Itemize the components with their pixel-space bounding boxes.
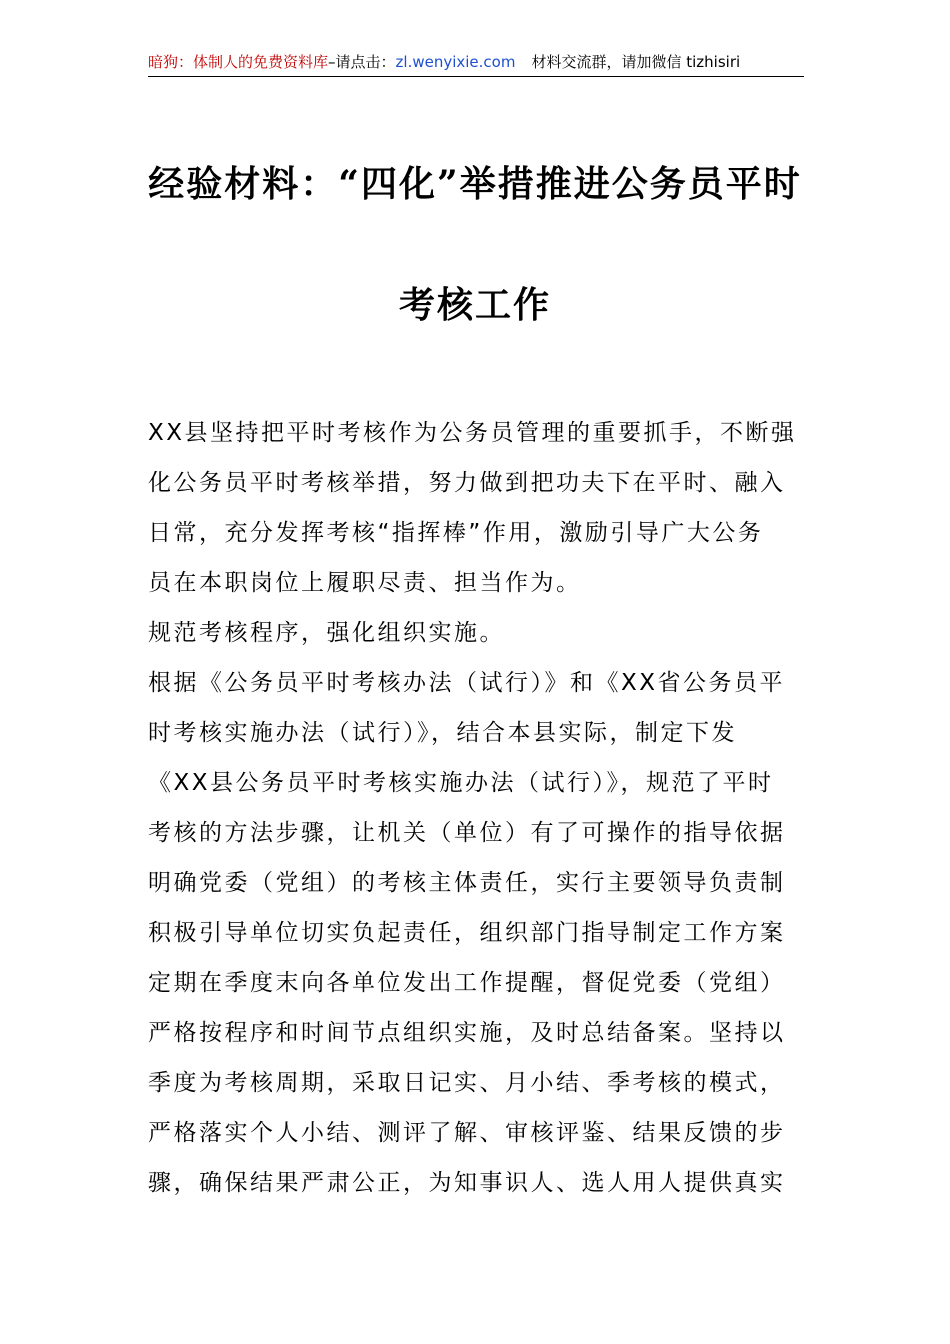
body-line: 员在本职岗位上履职尽责、担当作为。 [148,570,582,596]
section-heading: 规范考核程序，强化组织实施。 [148,620,505,646]
page-header [148,50,804,77]
body-line: 化公务员平时考核举措，努力做到把功夫下在平时、融入 [148,470,786,496]
body-line: XX县坚持把平时考核作为公务员管理的重要抓手，不断强 [148,420,797,446]
body-line: 定期在季度末向各单位发出工作提醒，督促党委（党组） [148,970,786,996]
body-line: 严格落实个人小结、测评了解、审核评鉴、结果反馈的步 [148,1120,786,1146]
document-title-line-2: 考核工作 [398,284,551,326]
header-contact-text: 材料交流群，请加微信 tizhisiri [531,53,741,71]
body-line: 《XX县公务员平时考核实施办法（试行）》，规范了平时 [148,770,774,796]
header-url-link[interactable]: zl.wenyixie.com [395,53,516,71]
body-line: 严格按程序和时间节点组织实施，及时总结备案。坚持以 [148,1020,786,1046]
body-line: 积极引导单位切实负起责任，组织部门指导制定工作方案 [148,920,786,946]
body-line: 季度为考核周期，采取日记实、月小结、季考核的模式， [148,1070,786,1096]
header-promo-text: 暗狗：体制人的免费资料库 [148,53,329,71]
document-title-line-1: 经验材料：“四化”举措推进公务员平时 [148,163,802,205]
body-line: 明确党委（党组）的考核主体责任，实行主要领导负责制 [148,870,786,896]
body-line: 日常，充分发挥考核“指挥棒”作用，激励引导广大公务 [148,520,764,546]
body-line: 根据《公务员平时考核办法（试行）》和《XX省公务员平 [148,670,786,696]
body-line: 骤，确保结果严肃公正，为知事识人、选人用人提供真实 [148,1170,786,1196]
document-body [148,408,808,1208]
body-line: 时考核实施办法（试行）》，结合本县实际，制定下发 [148,720,737,746]
body-line: 考核的方法步骤，让机关（单位）有了可操作的指导依据 [148,820,786,846]
header-prompt-text: –请点击： [328,53,396,71]
